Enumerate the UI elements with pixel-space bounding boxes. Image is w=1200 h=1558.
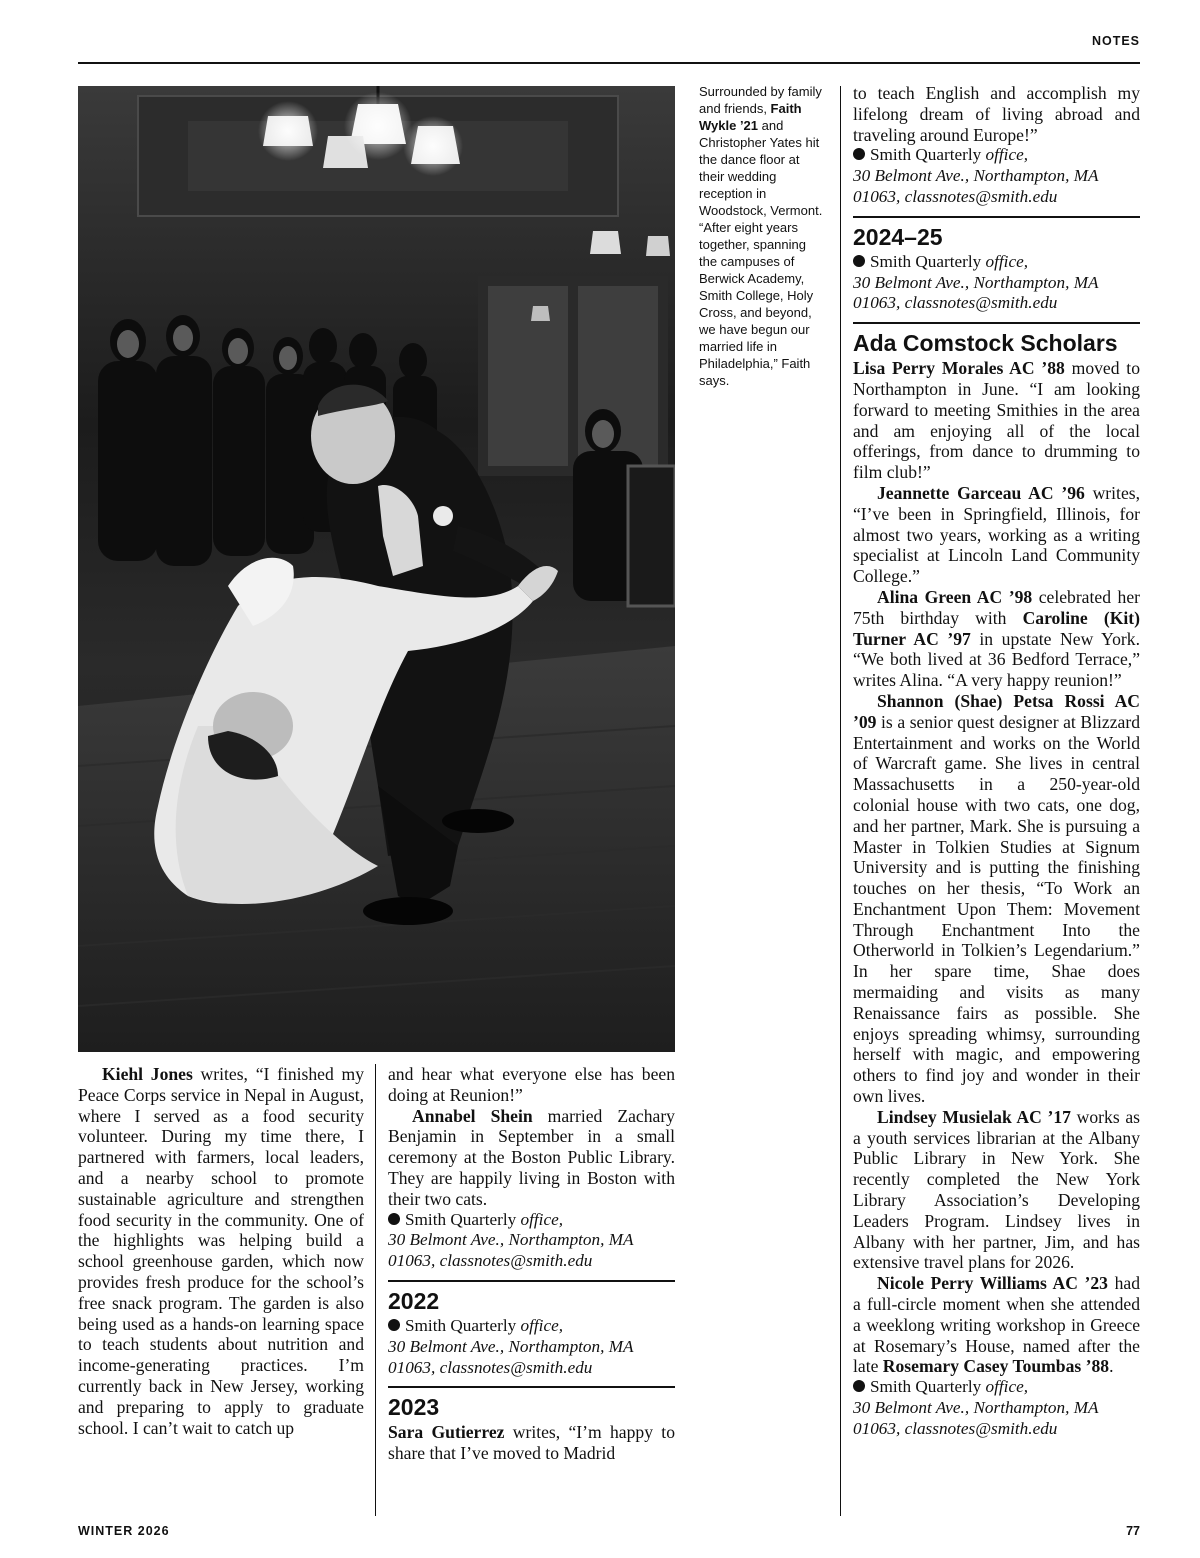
note-text: in upstate New York. “We both lived at 36 Bedford Terrace,” writes Alina. “A very happy reunion!”	[853, 628, 1140, 691]
name-caroline-turner: Caroline (Kit) Turner AC ’97	[853, 607, 1140, 649]
contact-publication: Smith Quarterly	[405, 1209, 521, 1229]
name-nicole-perry-williams: Nicole Perry Williams AC ’23	[877, 1273, 1108, 1294]
contact-block	[388, 1316, 675, 1378]
contact-publication: Smith Quarterly	[870, 145, 986, 165]
note-text: is a senior quest designer at Blizzard Entertainment and works on the World of Warcraft game. She lives in central Massachusetts in a 250-year-old colonial house with two cats, one dog, and her partner, Mark. She is pursuing a Master in Tolkien Studies at Signum University and is putting the finishing touches on her thesis, “To Work an Enchantment Upon Them: Movement Through Enchantment Into the Otherworld in Tolkien’s Legendarium.” In her spare time, Shae does mermaiding and visits as many Renaissance fairs as possible. She enjoys spreading whimsy, surrounding herself with magic, and empowering others to find joy and wonder in their own lives.	[853, 711, 1140, 1107]
contact-publication: Smith Quarterly	[870, 251, 986, 271]
contact-address: 30 Belmont Ave., Northampton, MA	[388, 1336, 634, 1356]
divider-rule	[853, 216, 1140, 218]
class-year-heading: 2023	[388, 1394, 440, 1421]
name-sara-gutierrez: Sara Gutierrez	[388, 1422, 505, 1443]
note-text: married Zachary Benjamin in September in a small ceremony at the Boston Public Library. They are happily living in Boston with their two cats.	[388, 1105, 675, 1209]
contact-office: office,	[985, 145, 1029, 165]
name-annabel-shein: Annabel Shein	[412, 1105, 533, 1126]
note-text: works as a youth services librarian at the Albany Public Library in New York. She recently completed the New York Library Association’s Developing Leaders Program. Lindsey lives in Albany with her partner, Jim, and has extensive travel plans for 2026.	[853, 1106, 1140, 1273]
contact-publication: Smith Quarterly	[405, 1315, 521, 1335]
contact-office: office,	[985, 251, 1029, 271]
photo-caption	[699, 83, 827, 389]
column-3	[853, 83, 1140, 1440]
divider-rule	[853, 322, 1140, 324]
note-text: moved to Northampton in June. “I am looking forward to meeting Smithies in the area and am enjoying all of the local offerings, from dance to drumming to film club!”	[853, 358, 1140, 483]
name-rosemary-casey-toumbas: Rosemary Casey Toumbas ’88	[882, 1356, 1110, 1377]
name-lindsey-musielak: Lindsey Musielak AC ’17	[877, 1106, 1071, 1127]
column-divider-1	[375, 1064, 376, 1516]
note-annabel-shein	[388, 1106, 675, 1210]
note-text: had a full-circle moment when she attended a weeklong writing workshop in Greece at Rosemary’s House, named after the late	[853, 1273, 1140, 1377]
note-text: .	[1109, 1356, 1114, 1377]
column-1	[78, 1064, 364, 1438]
note-lindsey-musielak	[853, 1107, 1140, 1273]
contact-address: 30 Belmont Ave., Northampton, MA	[388, 1230, 634, 1250]
bullet-icon	[388, 1213, 400, 1225]
bullet-icon	[853, 148, 865, 160]
divider-rule	[388, 1386, 675, 1388]
name-jeannette-garceau: Jeannette Garceau AC ’96	[877, 482, 1085, 503]
contact-office: office,	[985, 1377, 1029, 1397]
contact-block	[853, 252, 1140, 314]
bullet-icon	[388, 1319, 400, 1331]
contact-address: 30 Belmont Ave., Northampton, MA	[853, 272, 1099, 292]
contact-publication: Smith Quarterly	[870, 1377, 986, 1397]
note-sara-gutierrez	[388, 1422, 675, 1464]
class-year-heading: 2022	[388, 1287, 440, 1314]
note-text: writes, “I’ve been in Springfield, Illinois, for almost two years, working as a writing specialist at Lincoln Land Community College.”	[853, 482, 1140, 587]
contact-email[interactable]: 01063, classnotes@smith.edu	[853, 1418, 1058, 1438]
caption-lead: Surrounded by family and friends,	[699, 84, 822, 116]
note-shannon-petsa-rossi	[853, 691, 1140, 1107]
name-shannon-petsa-rossi: Shannon (Shae) Petsa Rossi AC ’09	[853, 690, 1140, 732]
contact-block	[853, 1377, 1140, 1439]
note-text: writes, “I finished my Peace Corps service in Nepal in August, where I served as a food security volunteer. During my time there, I partnered with farmers, local leaders, and a nearby school to promote sustainable agriculture and strengthen food security in the community. One of the highlights was helping build a school greenhouse garden, which now provides fresh produce for the school’s free snack program. The garden is also being used as a hands-on learning space to teach students about nutrition and income-generating practices. I’m currently back in New Jersey, working and preparing to apply to graduate school. I can’t wait to catch up	[78, 1064, 364, 1438]
divider-rule	[388, 1280, 675, 1282]
contact-office: office,	[520, 1209, 564, 1229]
contact-block	[388, 1210, 675, 1272]
column-divider-caption	[840, 86, 841, 1516]
note-text: writes, “I’m happy to share that I’ve moved to Madrid	[388, 1422, 675, 1464]
contact-office: office,	[520, 1315, 564, 1335]
contact-block	[853, 145, 1140, 207]
contact-address: 30 Belmont Ave., Northampton, MA	[853, 166, 1099, 186]
top-rule	[78, 62, 1140, 64]
name-kiehl-jones: Kiehl Jones	[102, 1064, 193, 1084]
name-alina-green: Alina Green AC ’98	[877, 586, 1033, 607]
note-continued: to teach English and accomplish my lifelong dream of living abroad and traveling around Europe!”	[853, 83, 1140, 145]
caption-names: Faith Wykle ’21	[699, 101, 802, 133]
section-heading-ada-comstock: Ada Comstock Scholars	[853, 330, 1118, 357]
section-label: NOTES	[1091, 34, 1140, 48]
note-jeannette-garceau	[853, 483, 1140, 587]
class-year-heading: 2024–25	[853, 223, 943, 250]
column-2	[388, 1064, 675, 1464]
bullet-icon	[853, 1380, 865, 1392]
note-nicole-perry-williams	[853, 1273, 1140, 1377]
note-kiehl-jones	[78, 1064, 364, 1438]
contact-email[interactable]: 01063, classnotes@smith.edu	[388, 1251, 593, 1271]
issue-label: WINTER 2026	[78, 1524, 170, 1538]
contact-email[interactable]: 01063, classnotes@smith.edu	[853, 293, 1058, 313]
note-lisa-perry-morales	[853, 358, 1140, 483]
wedding-photo	[78, 86, 675, 1052]
contact-email[interactable]: 01063, classnotes@smith.edu	[388, 1357, 593, 1377]
note-alina-green	[853, 587, 1140, 691]
contact-email[interactable]: 01063, classnotes@smith.edu	[853, 186, 1058, 206]
bullet-icon	[853, 255, 865, 267]
name-lisa-perry-morales: Lisa Perry Morales AC ’88	[853, 358, 1065, 379]
caption-body: and Christopher Yates hit the dance floor at their wedding reception in Woodstock, Vermont. “After eight years together, spanning the campuses of Berwick Academy, Smith College, Holy Cross, and beyond, we have begun our married life in Philadelphia,” Faith says.	[699, 118, 823, 388]
page-number: 77	[1126, 1524, 1140, 1538]
note-continued: and hear what everyone else has been doing at Reunion!”	[388, 1064, 675, 1105]
note-text: celebrated her 75th birthday with	[853, 586, 1140, 628]
contact-address: 30 Belmont Ave., Northampton, MA	[853, 1398, 1099, 1418]
